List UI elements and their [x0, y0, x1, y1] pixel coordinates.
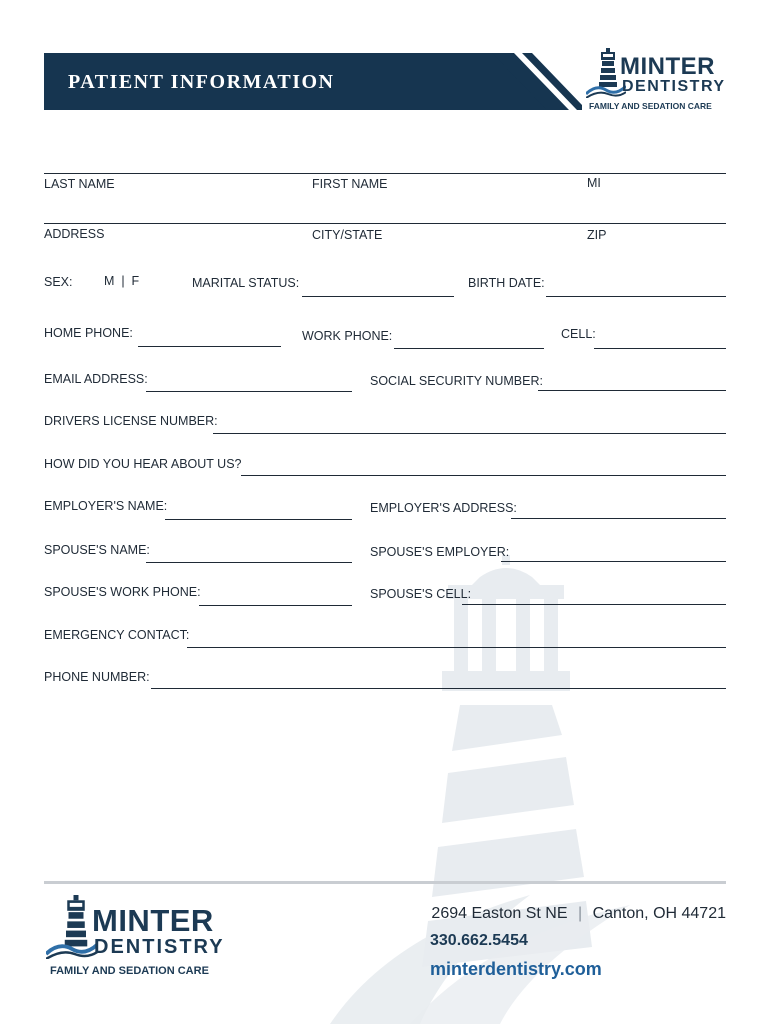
- sex-options[interactable]: M | F: [104, 274, 140, 288]
- spouse-name-label: SPOUSE'S NAME:: [44, 543, 150, 557]
- footer-logo-dentistry: DENTISTRY: [94, 936, 225, 958]
- spouse-cell-label: SPOUSE'S CELL:: [370, 587, 472, 601]
- spouse-work-phone-label: SPOUSE'S WORK PHONE:: [44, 585, 201, 599]
- employer-address-field[interactable]: [511, 518, 726, 519]
- footer-separator: |: [577, 905, 583, 922]
- wave-icon: [46, 939, 98, 959]
- footer-address: [431, 905, 726, 923]
- wave-icon: [586, 82, 626, 98]
- footer-website[interactable]: minterdentistry.com: [430, 959, 602, 979]
- emergency-contact-label: EMERGENCY CONTACT:: [44, 628, 190, 642]
- phone-number-field[interactable]: [151, 688, 726, 689]
- marital-status-label: MARITAL STATUS:: [192, 276, 300, 290]
- emergency-contact-field[interactable]: [187, 647, 726, 648]
- marital-status-field[interactable]: [302, 296, 454, 297]
- city-state-label: CITY/STATE: [312, 228, 383, 242]
- footer-divider: [44, 881, 726, 884]
- home-phone-label: HOME PHONE:: [44, 326, 133, 340]
- work-phone-field[interactable]: [394, 348, 544, 349]
- email-label: EMAIL ADDRESS:: [44, 372, 148, 386]
- spouse-work-phone-field[interactable]: [199, 605, 352, 606]
- footer-city: Canton, OH 44721: [592, 905, 726, 922]
- employer-address-label: EMPLOYER'S ADDRESS:: [370, 501, 517, 515]
- page-title: PATIENT INFORMATION: [68, 71, 335, 93]
- first-name-label: FIRST NAME: [312, 177, 388, 191]
- header-stripes: [492, 53, 582, 110]
- spouse-employer-field[interactable]: [501, 561, 726, 562]
- footer-logo-minter: MINTER: [92, 903, 214, 938]
- birth-date-label: BIRTH DATE:: [468, 276, 545, 290]
- lighthouse-watermark: [330, 555, 770, 1024]
- footer-logo-tagline: FAMILY AND SEDATION CARE: [50, 965, 209, 977]
- phone-number-label: PHONE NUMBER:: [44, 670, 150, 684]
- spouse-cell-field[interactable]: [462, 604, 726, 605]
- name-line[interactable]: [44, 173, 726, 174]
- how-heard-field[interactable]: [241, 475, 726, 476]
- sex-label: SEX:: [44, 275, 73, 289]
- logo-tagline: FAMILY AND SEDATION CARE: [589, 101, 712, 111]
- footer-phone[interactable]: 330.662.5454: [430, 932, 528, 949]
- drivers-license-label: DRIVERS LICENSE NUMBER:: [44, 414, 218, 428]
- birth-date-field[interactable]: [546, 296, 726, 297]
- email-field[interactable]: [146, 391, 352, 392]
- header-logo: [586, 48, 728, 114]
- work-phone-label: WORK PHONE:: [302, 329, 393, 343]
- cell-label: CELL:: [561, 327, 596, 341]
- ssn-field[interactable]: [538, 390, 726, 391]
- employer-name-label: EMPLOYER'S NAME:: [44, 499, 168, 513]
- spouse-name-field[interactable]: [146, 562, 352, 563]
- logo-minter: MINTER: [620, 53, 715, 80]
- logo-dentistry: DENTISTRY: [622, 78, 726, 95]
- employer-name-field[interactable]: [165, 519, 352, 520]
- zip-label: ZIP: [587, 228, 607, 242]
- home-phone-field[interactable]: [138, 346, 281, 347]
- ssn-label: SOCIAL SECURITY NUMBER:: [370, 374, 543, 388]
- last-name-label: LAST NAME: [44, 177, 115, 191]
- mi-label: MI: [587, 176, 601, 190]
- footer-street: 2694 Easton St NE: [431, 905, 568, 922]
- how-heard-label: HOW DID YOU HEAR ABOUT US?: [44, 457, 242, 471]
- footer-logo: [44, 895, 244, 980]
- address-label: ADDRESS: [44, 227, 105, 241]
- cell-field[interactable]: [594, 348, 726, 349]
- spouse-employer-label: SPOUSE'S EMPLOYER:: [370, 545, 510, 559]
- address-line[interactable]: [44, 223, 726, 224]
- drivers-license-field[interactable]: [213, 433, 726, 434]
